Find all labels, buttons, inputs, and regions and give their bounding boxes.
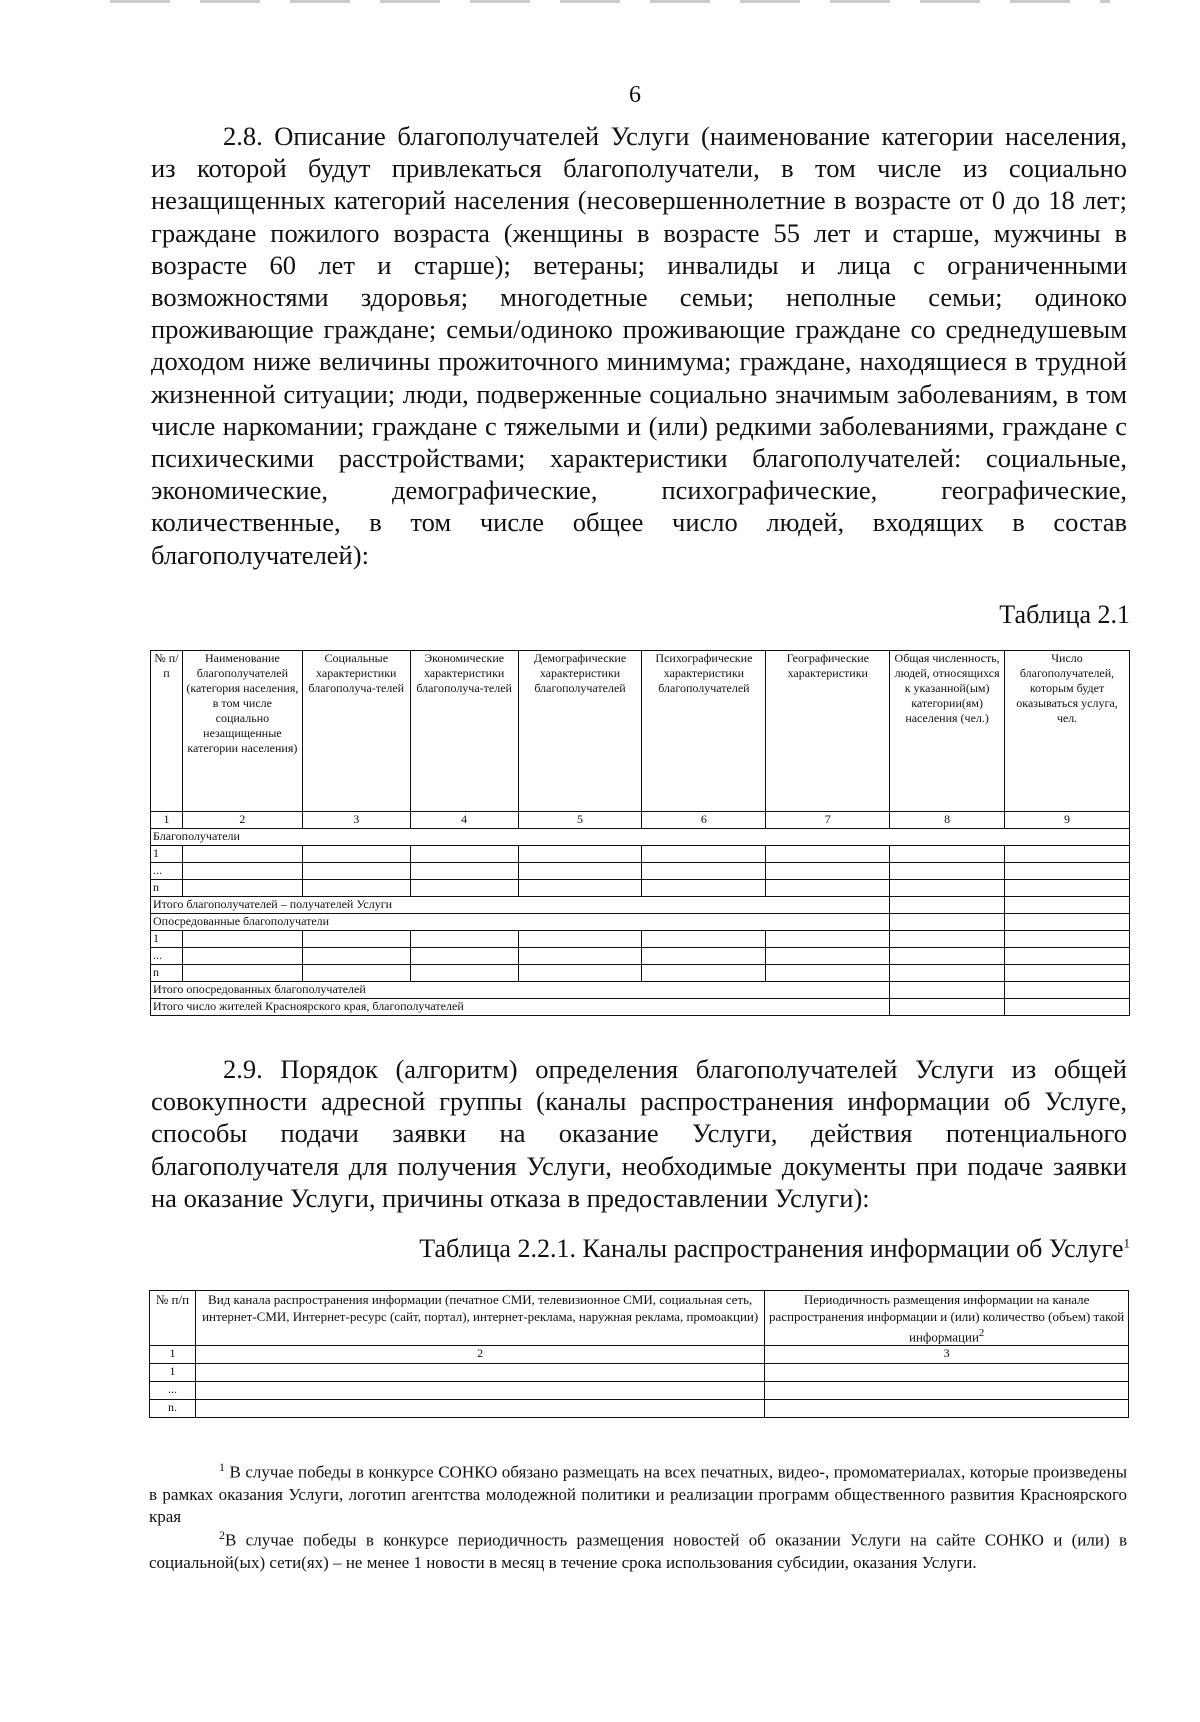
header-cell: Географические характеристики	[766, 651, 890, 812]
footnote-mark: 1	[219, 1460, 225, 1474]
table-2-1	[150, 650, 1130, 1016]
row-number: n	[151, 965, 183, 982]
header-cell: Психографические характеристики благополучателей	[642, 651, 766, 812]
table-row	[150, 1382, 1129, 1400]
column-number: 4	[410, 812, 518, 829]
total-label: Итого благополучателей – получателей Услуги	[151, 897, 890, 914]
footnote-ref: 2	[978, 1327, 985, 1339]
footnote-text: В случае победы в конкурсе СОНКО обязано размещать на всех печатных, видео-, промоматериалах, которые произведены в рамках оказания Услуги, логотип агентства молодежной политики и реализации программ общественного развития Красноярского края	[149, 1462, 1128, 1526]
header-cell: № п/п	[150, 1291, 196, 1346]
column-number: 5	[518, 812, 642, 829]
table-2-1-header-row	[151, 651, 1130, 812]
section-2-9-text: Порядок (алгоритм) определения благополучателей Услуги из общей совокупности адресной группы (каналы распространения информации об Услуге, способы подачи заявки на оказание Услуги, действия потенциального благополучателя для получения Услуги, необходимые документы при подаче заявки на оказание Услуги, причины отказа в предоставлении Услуги):	[151, 1054, 1127, 1213]
table-row	[151, 880, 1130, 897]
total-row	[151, 982, 1130, 999]
table-row	[151, 931, 1130, 948]
section-2-9-paragraph	[151, 1053, 1127, 1214]
table-row	[151, 846, 1130, 863]
row-number: ...	[151, 948, 183, 965]
page-number: 6	[629, 82, 641, 108]
column-number: 7	[766, 812, 890, 829]
grand-total-label: Итого число жителей Красноярского края, благополучателей	[151, 999, 890, 1016]
table-2-1-caption: Таблица 2.1	[999, 600, 1130, 629]
row-number: 1	[151, 931, 183, 948]
header-cell-text: Периодичность размещения информации на канале распространения информации и (или) количество (объем) такой информации	[769, 1292, 1125, 1345]
table-row	[150, 1400, 1129, 1418]
table-row	[151, 965, 1130, 982]
column-number: 3	[302, 812, 410, 829]
table-2-2-1	[149, 1290, 1129, 1418]
table-row	[150, 1364, 1129, 1382]
group-label: Опосредованные благополучатели	[151, 914, 890, 931]
header-cell: Общая численность, людей, относящихся к указанной(ым) категории(ям) населения (чел.)	[890, 651, 1005, 812]
column-number: 8	[890, 812, 1005, 829]
column-number: 9	[1005, 812, 1130, 829]
header-cell: № п/п	[151, 651, 183, 812]
group-label-row	[151, 829, 1130, 846]
column-number-row	[151, 812, 1130, 829]
row-number: ...	[150, 1382, 196, 1400]
section-2-8-number: 2.8.	[223, 121, 263, 151]
header-cell	[765, 1291, 1129, 1346]
table-row	[151, 948, 1130, 965]
row-number: n.	[150, 1400, 196, 1418]
table-2-2-1-caption-text: Таблица 2.2.1. Каналы распространения информации об Услуге	[419, 1234, 1124, 1263]
header-cell: Наименование благополучателей (категория населения, в том числе социально незащищенные категории населения)	[182, 651, 302, 812]
grand-total-row	[151, 999, 1130, 1016]
header-cell: Экономические характеристики благополуча-телей	[410, 651, 518, 812]
column-number: 1	[151, 812, 183, 829]
table-2-2-1-caption	[419, 1234, 1130, 1264]
table-2-2-1-header-row	[150, 1291, 1129, 1346]
total-row	[151, 897, 1130, 914]
section-2-8-text: Описание благополучателей Услуги (наименование категории населения, из которой будут привлекаться благополучатели, в том числе из социально незащищенных категорий населения (несовершеннолетние в возрасте от 0 до 18 лет; граждане пожилого возраста (женщины в возрасте 55 лет и старше, мужчины в возрасте 60 лет и старше); ветераны; инвалиды и лица с ограниченными возможностями здоровья; многодетные семьи; неполные семьи; одиноко проживающие граждане; семьи/одиноко проживающие граждане со среднедушевым доходом ниже величины прожиточного минимума; граждане, находящиеся в трудной жизненной ситуации; люди, подверженные социально значимым заболеваниям, в том числе наркомании; граждане с тяжелыми и (или) редкими заболеваниями, граждане с психическими расстройствами; характеристики благополучателей: социальные, экономические, демографические, психографические, географические, количественные, в том числе общее число людей, входящих в состав благополучателей):	[151, 121, 1127, 570]
group-label: Благополучатели	[151, 829, 1130, 846]
column-number: 3	[765, 1346, 1129, 1364]
row-number: n	[151, 880, 183, 897]
row-number: 1	[150, 1364, 196, 1382]
header-cell: Вид канала распространения информации (печатное СМИ, телевизионное СМИ, социальная сеть, интернет-СМИ, Интернет-ресурс (сайт, портал), интернет-реклама, наружная реклама, промоакции)	[195, 1291, 764, 1346]
header-cell: Число благополучателей, которым будет оказываться услуга, чел.	[1005, 651, 1130, 812]
footnote-mark: 2	[219, 1528, 225, 1542]
footnote-text: В случае победы в конкурсе периодичность размещения новостей об оказании Услуги на сайте СОНКО и (или) в социальной(ых) сети(ях) – не менее 1 новости в месяц в течение срока использования субсидии, оказания Услуги.	[149, 1530, 1127, 1572]
footnote-ref: 1	[1123, 1235, 1130, 1251]
table-row	[151, 863, 1130, 880]
column-number: 1	[150, 1346, 196, 1364]
column-number: 2	[195, 1346, 764, 1364]
column-number-row	[150, 1346, 1129, 1364]
footnote-2	[149, 1524, 1127, 1574]
row-number: ...	[151, 863, 183, 880]
section-2-9-number: 2.9.	[223, 1054, 263, 1084]
total-label: Итого опосредованных благополучателей	[151, 982, 890, 999]
section-2-8-paragraph	[151, 120, 1127, 571]
column-number: 6	[642, 812, 766, 829]
group-label-row	[151, 914, 1130, 931]
row-number: 1	[151, 846, 183, 863]
column-number: 2	[182, 812, 302, 829]
scan-top-edge	[110, 0, 1110, 3]
footnote-1	[149, 1456, 1127, 1528]
header-cell: Демографические характеристики благополучателей	[518, 651, 642, 812]
header-cell: Социальные характеристики благополуча-телей	[302, 651, 410, 812]
